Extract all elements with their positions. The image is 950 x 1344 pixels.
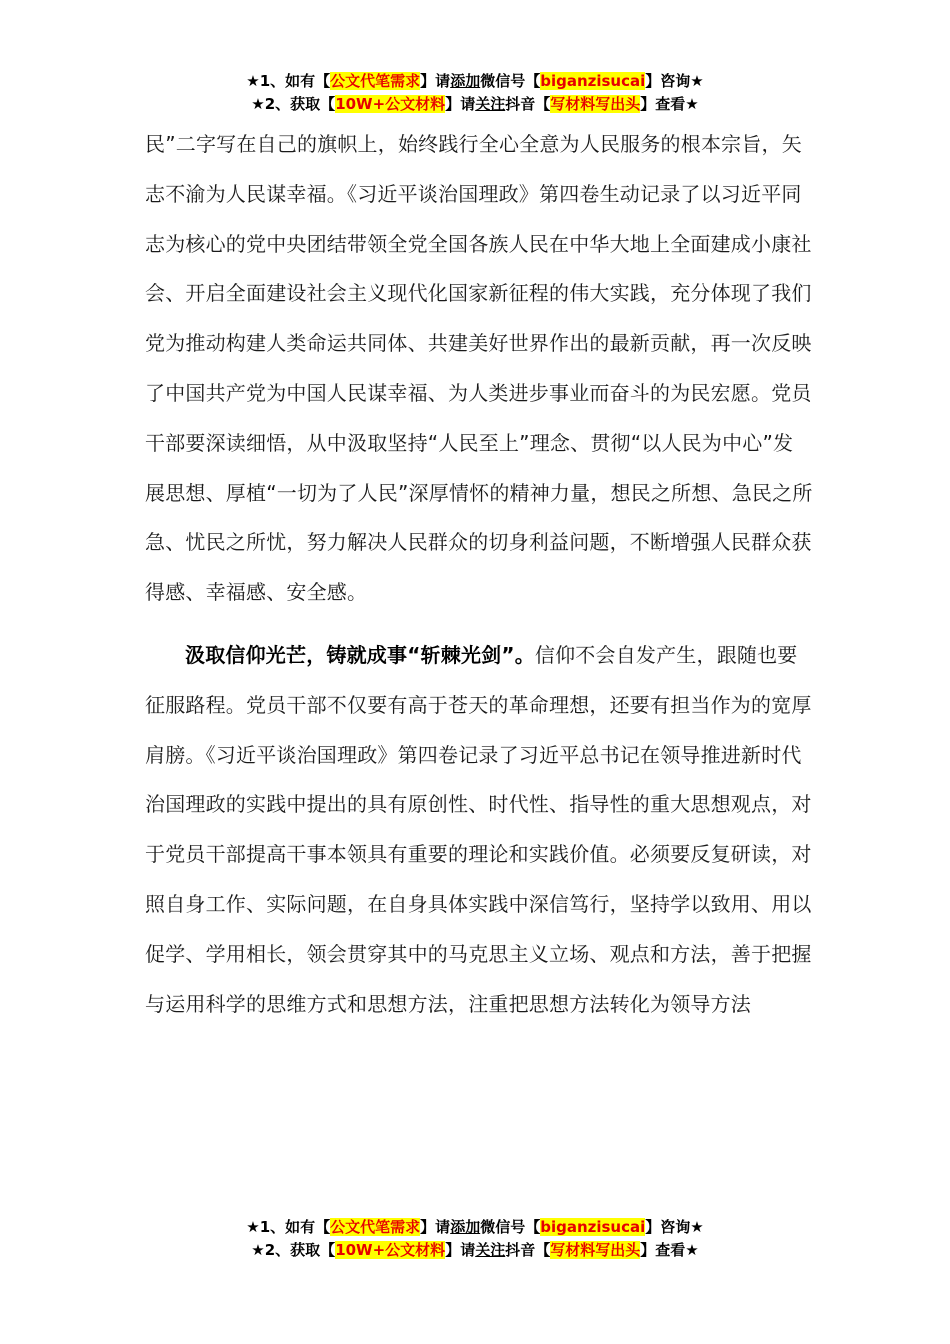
document-body xyxy=(145,120,813,1029)
banner-line-1 xyxy=(0,1216,950,1239)
banner-emphasis: 添加 xyxy=(450,1218,481,1236)
banner-text: ★2、获取【 xyxy=(251,95,336,113)
banner-highlight: 10W+公文材料 xyxy=(335,1241,446,1259)
banner-text: 】咨询★ xyxy=(645,72,704,90)
paragraph-body: 信仰不会自发产生，跟随也要征服路程。党员干部不仅要有高于苍天的革命理想，还要有担当作为的宽厚肩膀。《习近平谈治国理政》第四卷记录了习近平总书记在领导推进新时代治国理政的实践中提出的具有原创性、时代性、指导性的重大思想观点，对于党员干部提高干事本领具有重要的理论和实践价值。必须要反复研读，对照自身工作、实际问题，在自身具体实践中深信笃行，坚持学以致用、用以促学、学用相长，领会贯穿其中的马克思主义立场、观点和方法，善于把握与运用科学的思维方式和思想方法，注重把思想方法转化为领导方法 xyxy=(145,642,812,1016)
banner-text: 】请 xyxy=(420,72,451,90)
banner-text: 】查看★ xyxy=(640,95,699,113)
banner-emphasis: 添加 xyxy=(450,72,481,90)
banner-emphasis: 关注 xyxy=(475,95,506,113)
banner-line-1 xyxy=(0,70,950,93)
header-banner xyxy=(0,70,950,116)
banner-highlight: 写材料写出头 xyxy=(550,95,641,113)
banner-line-2 xyxy=(0,93,950,116)
banner-text: 抖音【 xyxy=(505,95,551,113)
banner-highlight: biganzisucai xyxy=(540,72,646,90)
banner-highlight: 公文代笔需求 xyxy=(330,72,421,90)
banner-highlight: 写材料写出头 xyxy=(550,1241,641,1259)
banner-text: 】请 xyxy=(420,1218,451,1236)
banner-text: ★2、获取【 xyxy=(251,1241,336,1259)
banner-text: 】查看★ xyxy=(640,1241,699,1259)
banner-text: 】请 xyxy=(445,95,476,113)
banner-highlight: biganzisucai xyxy=(540,1218,646,1236)
banner-line-2 xyxy=(0,1239,950,1262)
banner-text: 】请 xyxy=(445,1241,476,1259)
banner-text: 微信号【 xyxy=(480,72,541,90)
banner-text: 】咨询★ xyxy=(645,1218,704,1236)
banner-highlight: 公文代笔需求 xyxy=(330,1218,421,1236)
banner-emphasis: 关注 xyxy=(475,1241,506,1259)
paragraph-lead-heading: 汲取信仰光芒，铸就成事“斩棘光剑”。 xyxy=(185,642,535,667)
banner-highlight: 10W+公文材料 xyxy=(335,95,446,113)
paragraph: 民”二字写在自己的旗帜上，始终践行全心全意为人民服务的根本宗旨，矢志不渝为人民谋幸福。《习近平谈治国理政》第四卷生动记录了以习近平同志为核心的党中央团结带领全党全国各族人民在中华大地上全面建成小康社会、开启全面建设社会主义现代化国家新征程的伟大实践，充分体现了我们党为推动构建人类命运共同体、共建美好世界作出的最新贡献，再一次反映了中国共产党为中国人民谋幸福、为人类进步事业而奋斗的为民宏愿。党员干部要深读细悟，从中汲取坚持“人民至上”理念、贯彻“以人民为中心”发展思想、厚植“一切为了人民”深厚情怀的精神力量，想民之所想、急民之所急、忧民之所忧，努力解决人民群众的切身利益问题，不断增强人民群众获得感、幸福感、安全感。 xyxy=(145,132,813,605)
banner-text: ★1、如有【 xyxy=(246,72,331,90)
banner-text: 抖音【 xyxy=(505,1241,551,1259)
banner-text: 微信号【 xyxy=(480,1218,541,1236)
footer-banner xyxy=(0,1216,950,1262)
banner-text: ★1、如有【 xyxy=(246,1218,331,1236)
paragraph xyxy=(145,631,813,1029)
